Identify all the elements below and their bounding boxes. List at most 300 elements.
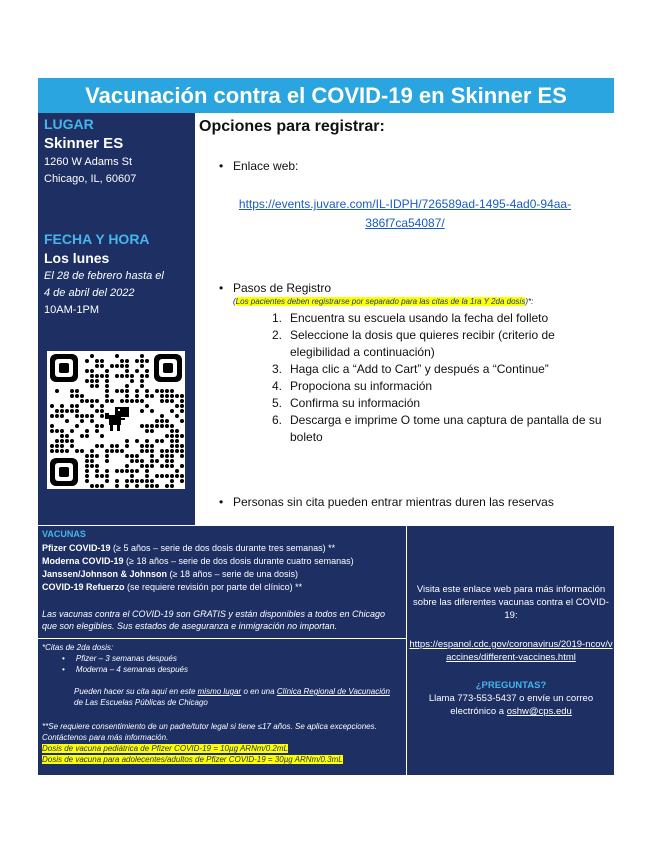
qr-module	[130, 469, 134, 473]
qr-module	[165, 459, 169, 463]
qr-module	[170, 459, 174, 463]
qr-module	[135, 394, 139, 398]
qr-module	[150, 449, 154, 453]
qr-module	[80, 399, 84, 403]
qr-module	[140, 409, 144, 413]
step-item	[272, 361, 607, 378]
qr-module	[85, 399, 89, 403]
free-note: Las vacunas contra el COVID-19 son GRATIS y están disponibles a todos en Chicago que son elegibles. Sus estados de aseguranza e inmigración no importan.	[42, 609, 386, 631]
qr-module	[160, 439, 164, 443]
qr-module	[100, 404, 104, 408]
qr-module	[165, 389, 169, 393]
qr-module	[160, 414, 164, 418]
qr-module	[100, 374, 104, 378]
qr-module	[105, 389, 109, 393]
note-open: (	[233, 297, 236, 306]
qr-module	[160, 389, 164, 393]
qr-module	[145, 464, 149, 468]
qr-module	[90, 454, 94, 458]
qr-module	[125, 389, 129, 393]
qr-module	[125, 439, 129, 443]
qr-module	[135, 484, 139, 488]
step-number: 4.	[272, 379, 283, 393]
qr-module	[170, 424, 174, 428]
qr-module	[135, 479, 139, 483]
qr-module	[180, 449, 184, 453]
qr-module	[80, 434, 84, 438]
qr-module	[115, 479, 119, 483]
vaccine-name: Moderna COVID-19	[42, 556, 124, 566]
qr-module	[60, 404, 64, 408]
qr-module	[170, 429, 174, 433]
bullet-icon: •	[219, 281, 224, 295]
qr-module	[155, 419, 159, 423]
qr-module	[105, 369, 109, 373]
info-panel	[406, 525, 614, 775]
date-range-line2: 4 de abril del 2022	[44, 287, 135, 299]
qr-module	[175, 429, 179, 433]
qr-module	[125, 479, 129, 483]
qr-module	[175, 449, 179, 453]
qr-module	[105, 379, 109, 383]
qr-module	[120, 364, 124, 368]
cita-pre: Pueden hacer su cita aquí en este	[74, 687, 198, 696]
qr-module	[80, 449, 84, 453]
qr-module	[95, 399, 99, 403]
address-line1: 1260 W Adams St	[44, 156, 133, 168]
vaccine-detail: (se requiere revisión por parte del clínico) **	[124, 582, 303, 592]
qr-module	[145, 394, 149, 398]
qr-module	[80, 414, 84, 418]
qr-module	[115, 484, 119, 488]
qr-module	[145, 389, 149, 393]
qr-module	[170, 474, 174, 478]
qr-module	[105, 449, 109, 453]
qr-module	[140, 424, 144, 428]
qr-module	[95, 364, 99, 368]
qr-module	[60, 449, 64, 453]
qr-module	[125, 444, 129, 448]
qr-module	[90, 414, 94, 418]
qr-module	[100, 414, 104, 418]
qr-module	[125, 464, 129, 468]
page-title: Vacunación contra el COVID-19 en Skinner ES	[38, 78, 614, 113]
web-link-label: Enlace web:	[233, 159, 299, 173]
qr-module	[125, 369, 129, 373]
qr-module	[165, 449, 169, 453]
qr-module	[140, 354, 144, 358]
qr-module	[150, 429, 154, 433]
qr-module	[70, 429, 74, 433]
qr-module	[105, 469, 109, 473]
qr-module	[60, 414, 64, 418]
qr-module	[105, 399, 109, 403]
qr-module	[140, 464, 144, 468]
step-number: 2.	[272, 328, 283, 342]
qr-module	[95, 359, 99, 363]
email-link[interactable]: oshw@cps.edu	[506, 706, 572, 717]
qr-module	[95, 469, 99, 473]
qr-module	[70, 409, 74, 413]
qr-module	[65, 449, 69, 453]
step-item	[272, 412, 607, 446]
qr-module	[165, 474, 169, 478]
qr-module	[120, 389, 124, 393]
qr-module	[95, 464, 99, 468]
qr-module	[85, 469, 89, 473]
qr-module	[90, 419, 94, 423]
qr-module	[165, 424, 169, 428]
dose-text: Dosis de vacuna pediátrica de Pfizer COVID-19 = 10µg ARNm/0.2mL	[42, 744, 288, 753]
qr-module	[90, 484, 94, 488]
qr-module	[90, 459, 94, 463]
qr-module	[100, 359, 104, 363]
qr-module	[90, 449, 94, 453]
qr-module	[85, 429, 89, 433]
qr-module	[60, 434, 64, 438]
qr-module	[180, 434, 184, 438]
registration-note	[233, 297, 533, 306]
qr-module	[150, 444, 154, 448]
qr-module	[150, 484, 154, 488]
qr-module	[55, 389, 59, 393]
qr-module	[150, 424, 154, 428]
visit-text: Visita este enlace web para más información sobre las diferentes vacunas contra el COVID-19:	[413, 584, 609, 621]
qr-module	[140, 364, 144, 368]
qr-module	[160, 419, 164, 423]
qr-module	[125, 394, 129, 398]
qr-module	[165, 419, 169, 423]
qr-module	[135, 469, 139, 473]
step-text: Encuentra su escuela usando la fecha del folleto	[290, 311, 549, 325]
qr-module	[100, 424, 104, 428]
qr-module	[165, 484, 169, 488]
qr-module	[150, 409, 154, 413]
qr-module	[180, 444, 184, 448]
qr-module	[145, 369, 149, 373]
step-number: 5.	[272, 396, 283, 410]
qr-module	[145, 404, 149, 408]
date-range-line1: El 28 de febrero hasta el	[44, 270, 164, 282]
qr-module	[170, 444, 174, 448]
qr-module	[85, 369, 89, 373]
qr-module	[85, 414, 89, 418]
qr-module	[90, 404, 94, 408]
web-link-item	[219, 159, 298, 173]
qr-module	[180, 399, 184, 403]
qr-module	[170, 484, 174, 488]
qr-module	[145, 359, 149, 363]
dose-note-2	[42, 754, 402, 765]
dose-note-1	[42, 743, 402, 754]
qr-module	[90, 399, 94, 403]
qr-module	[160, 424, 164, 428]
qr-module	[140, 459, 144, 463]
qr-module	[180, 474, 184, 478]
qr-module	[95, 409, 99, 413]
qr-module	[100, 484, 104, 488]
qr-module	[70, 394, 74, 398]
registration-url-line1[interactable]: https://events.juvare.com/IL-IDPH/726589ad-1495-4ad0-94aa-	[238, 197, 572, 211]
qr-module	[85, 434, 89, 438]
qr-module	[125, 384, 129, 388]
step-text: Propociona su información	[290, 379, 433, 393]
qr-module	[135, 454, 139, 458]
qr-module	[160, 449, 164, 453]
qr-module	[115, 364, 119, 368]
qr-module	[90, 354, 94, 358]
steps-label: Pasos de Registro	[233, 281, 332, 295]
qr-module	[145, 474, 149, 478]
qr-module	[85, 359, 89, 363]
qr-module	[180, 409, 184, 413]
dose-text: Dosis de vacuna para adolecentes/adultos de Pfizer COVID-19 = 30µg ARNm/0.3mL	[42, 755, 343, 764]
qr-module	[170, 454, 174, 458]
divider	[38, 638, 406, 639]
step-text: Descarga e imprime O tome una captura de pantalla de su boleto	[290, 413, 602, 444]
qr-module	[120, 374, 124, 378]
qr-module	[95, 444, 99, 448]
qr-module	[65, 419, 69, 423]
second-dose-item: • Pfizer – 3 semanas después	[62, 654, 177, 663]
qr-module	[170, 439, 174, 443]
qr-module	[105, 474, 109, 478]
qr-module	[130, 474, 134, 478]
qr-module	[85, 459, 89, 463]
qr-module	[180, 394, 184, 398]
qr-module	[105, 374, 109, 378]
qr-module	[160, 394, 164, 398]
note-highlight: Los pacientes deben registrarse por separado para las citas de la 1ra Y 2da dosis	[235, 297, 526, 306]
qr-module	[145, 479, 149, 483]
bullet-icon: •	[219, 159, 224, 173]
qr-module	[55, 449, 59, 453]
qr-module	[160, 454, 164, 458]
location-panel	[38, 113, 194, 525]
registration-url-line2[interactable]: 386f7ca54087/	[365, 216, 445, 230]
qr-module	[165, 434, 169, 438]
qr-code-icon	[47, 351, 185, 489]
qr-module	[170, 479, 174, 483]
qr-module	[155, 439, 159, 443]
qr-module	[175, 394, 179, 398]
qr-module	[130, 459, 134, 463]
consent-note: **Se requiere consentimiento de un padre/tutor legal si tiene ≤17 años. Se aplica excepciones. Contáctenos para más información.	[42, 722, 377, 742]
qr-module	[180, 479, 184, 483]
qr-module	[105, 454, 109, 458]
qr-module	[175, 404, 179, 408]
qr-module	[50, 404, 54, 408]
qr-module	[175, 439, 179, 443]
vaccines-panel	[38, 525, 406, 775]
qr-module	[90, 379, 94, 383]
qr-module	[50, 429, 54, 433]
qr-module	[75, 449, 79, 453]
qr-module	[75, 414, 79, 418]
step-text: Seleccione la dosis que quieres recibir (criterio de elegibilidad a continuación)	[290, 328, 555, 359]
qr-module	[155, 424, 159, 428]
qr-module	[145, 444, 149, 448]
time-range: 10AM-1PM	[44, 304, 100, 316]
appointment-note	[42, 686, 394, 708]
qr-module	[160, 464, 164, 468]
qr-module	[125, 359, 129, 363]
qr-module	[75, 394, 79, 398]
qr-module	[95, 424, 99, 428]
qr-module	[145, 429, 149, 433]
qr-module	[145, 374, 149, 378]
qr-module	[125, 399, 129, 403]
vacunas-label: VACUNAS	[42, 529, 86, 539]
qr-module	[140, 444, 144, 448]
contact-text	[413, 692, 609, 718]
qr-module	[130, 454, 134, 458]
address-line2: Chicago, IL, 60607	[44, 173, 137, 185]
qr-module	[130, 399, 134, 403]
step-item	[272, 395, 607, 412]
qr-module	[120, 359, 124, 363]
step-number: 1.	[272, 311, 283, 325]
qr-module	[100, 434, 104, 438]
qr-module	[55, 429, 59, 433]
qr-module	[145, 484, 149, 488]
qr-module	[85, 454, 89, 458]
qr-module	[120, 399, 124, 403]
qr-module	[160, 399, 164, 403]
qr-module	[180, 419, 184, 423]
second-dose-item: • Moderna – 4 semanas después	[62, 665, 188, 674]
qr-module	[95, 454, 99, 458]
registration-url[interactable]	[205, 195, 605, 233]
qr-module	[145, 424, 149, 428]
qr-module	[130, 374, 134, 378]
qr-module	[170, 399, 174, 403]
qr-module	[140, 384, 144, 388]
registration-panel	[194, 113, 614, 525]
qr-module	[140, 379, 144, 383]
steps-item	[219, 281, 331, 295]
qr-module	[65, 409, 69, 413]
qr-module	[170, 434, 174, 438]
qr-module	[175, 434, 179, 438]
qr-module	[135, 439, 139, 443]
qr-module	[60, 439, 64, 443]
same-location-link[interactable]: mismo lugar	[197, 687, 242, 696]
qr-module	[70, 439, 74, 443]
step-number: 6.	[272, 413, 283, 427]
qr-module	[170, 394, 174, 398]
qr-module	[135, 459, 139, 463]
qr-module	[130, 379, 134, 383]
qr-module	[75, 409, 79, 413]
qr-module	[155, 389, 159, 393]
qr-module	[130, 479, 134, 483]
regional-clinic-link[interactable]: Clínica Regional de Vacunación	[276, 687, 390, 696]
qr-module	[55, 439, 59, 443]
cdc-link[interactable]: https://espanol.cdc.gov/coronavirus/2019-ncov/vaccines/different-vaccines.html	[409, 639, 613, 663]
qr-module	[110, 444, 114, 448]
qr-code[interactable]	[47, 351, 185, 489]
qr-module	[170, 464, 174, 468]
step-text: Haga clic a “Add to Cart” y después a “Continue”	[290, 362, 549, 376]
vaccine-line	[42, 555, 402, 568]
qr-module	[150, 394, 154, 398]
registration-heading: Opciones para registrar:	[199, 118, 385, 135]
qr-module	[50, 449, 54, 453]
qr-module	[70, 404, 74, 408]
qr-module	[55, 444, 59, 448]
qr-module	[165, 464, 169, 468]
qr-module	[155, 474, 159, 478]
qr-module	[95, 484, 99, 488]
qr-module	[135, 389, 139, 393]
second-dose-section	[42, 642, 402, 765]
vaccine-list	[42, 542, 402, 594]
cita-mid: o en una	[241, 687, 277, 696]
qr-module	[70, 389, 74, 393]
qr-module	[115, 449, 119, 453]
qr-module	[150, 479, 154, 483]
qr-module	[90, 369, 94, 373]
qr-module	[165, 454, 169, 458]
qr-module	[155, 459, 159, 463]
qr-module	[60, 444, 64, 448]
qr-module	[175, 474, 179, 478]
qr-module	[60, 409, 64, 413]
qr-module	[75, 424, 79, 428]
qr-module	[120, 469, 124, 473]
qr-module	[95, 374, 99, 378]
qr-module	[55, 414, 59, 418]
qr-module	[75, 389, 79, 393]
qr-module	[85, 464, 89, 468]
qr-module	[125, 364, 129, 368]
qr-module	[50, 444, 54, 448]
qr-module	[60, 429, 64, 433]
qr-module	[105, 384, 109, 388]
vaccine-line	[42, 568, 402, 581]
qr-module	[85, 479, 89, 483]
qr-module	[80, 419, 84, 423]
qr-module	[100, 474, 104, 478]
qr-module	[85, 379, 89, 383]
qr-module	[90, 384, 94, 388]
qr-module	[95, 384, 99, 388]
vaccine-name: COVID-19 Refuerzo	[42, 582, 125, 592]
qr-module	[55, 409, 59, 413]
qr-module	[95, 379, 99, 383]
qr-module	[165, 394, 169, 398]
qr-module	[175, 469, 179, 473]
qr-module	[180, 404, 184, 408]
qr-module	[100, 364, 104, 368]
qr-module	[120, 449, 124, 453]
qr-module	[125, 484, 129, 488]
qr-module	[125, 374, 129, 378]
qr-module	[115, 374, 119, 378]
qr-module	[140, 359, 144, 363]
step-item	[272, 378, 607, 395]
qr-module	[95, 429, 99, 433]
qr-module	[170, 409, 174, 413]
cita-post: de Las Escuelas Públicas de Chicago	[74, 698, 208, 707]
qr-module	[50, 424, 54, 428]
vaccine-line	[42, 581, 402, 594]
qr-module	[115, 354, 119, 358]
step-item	[272, 310, 607, 327]
qr-module	[150, 459, 154, 463]
qr-module	[50, 414, 54, 418]
